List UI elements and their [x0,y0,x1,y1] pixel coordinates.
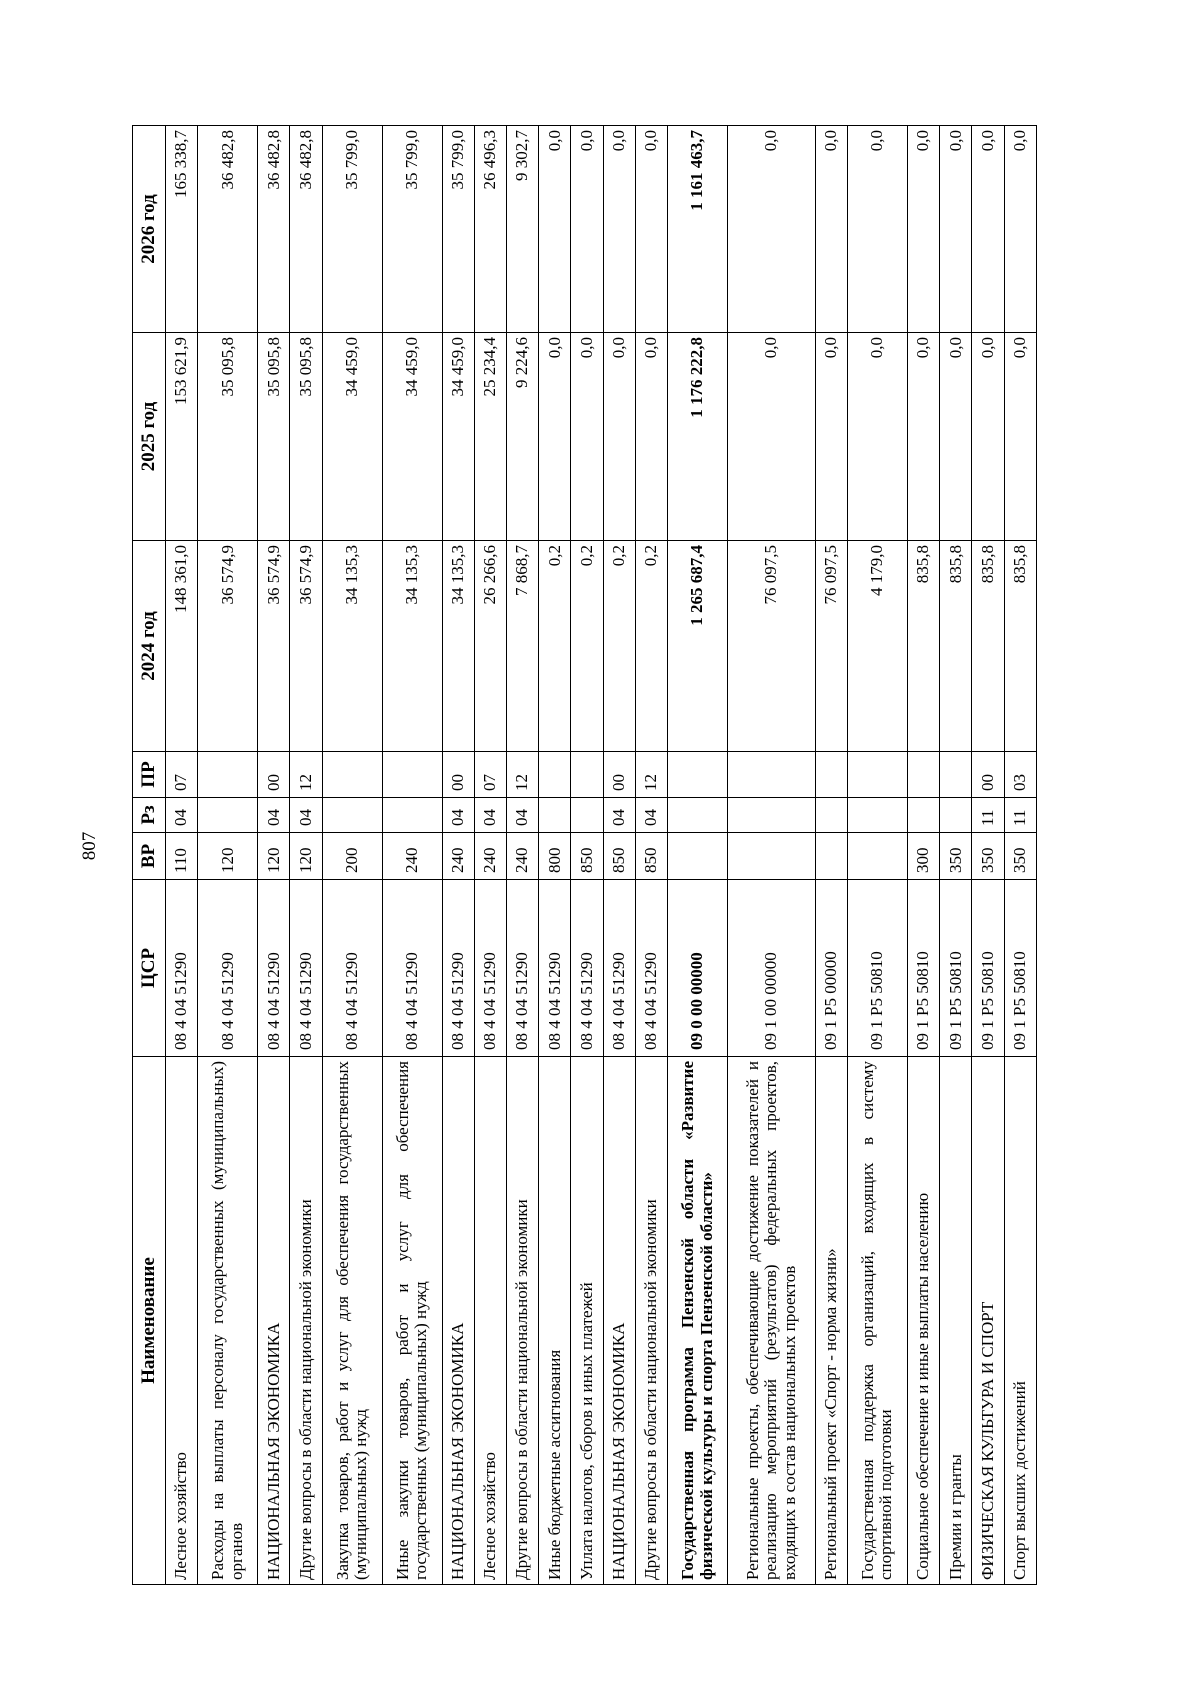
table-row [1004,126,1036,1585]
cell-name: НАЦИОНАЛЬНАЯ ЭКОНОМИКА [258,1057,290,1585]
cell-vr: 350 [972,833,1004,880]
cell-2026: 35 799,0 [322,126,382,333]
cell-name: Расходы на выплаты персоналу государственных (муниципальных) органов [198,1057,258,1585]
cell-rz: 04 [290,798,322,833]
cell-vr: 850 [603,833,635,880]
header-pr: ПР [133,752,166,798]
cell-csr: 08 4 04 51290 [635,880,667,1057]
cell-2024: 0,2 [571,541,603,752]
cell-csr: 08 4 04 51290 [474,880,506,1057]
cell-2026: 0,0 [907,126,939,333]
cell-2026: 36 482,8 [198,126,258,333]
cell-2024: 1 265 687,4 [668,541,728,752]
cell-name: Социальное обеспечение и иные выплаты населению [907,1057,939,1585]
cell-pr: 07 [474,752,506,798]
cell-name: Государственная программа Пензенской области «Развитие физической культуры и спорта Пензенской области» [668,1057,728,1585]
table-row [474,126,506,1585]
cell-2026: 36 482,8 [290,126,322,333]
cell-pr [198,752,258,798]
cell-csr: 09 0 00 00000 [668,880,728,1057]
cell-rz [728,798,816,833]
cell-2026: 0,0 [940,126,972,333]
cell-2024: 36 574,9 [290,541,322,752]
cell-pr [382,752,442,798]
cell-2026: 0,0 [603,126,635,333]
cell-pr [940,752,972,798]
cell-vr [728,833,816,880]
cell-2024: 7 868,7 [506,541,538,752]
cell-2025: 0,0 [571,333,603,541]
cell-2026: 35 799,0 [442,126,474,333]
cell-rz: 04 [603,798,635,833]
table-row [322,126,382,1585]
cell-2024: 34 135,3 [322,541,382,752]
table-row [728,126,816,1585]
cell-2025: 34 459,0 [322,333,382,541]
table-row [847,126,907,1585]
cell-rz [815,798,847,833]
cell-vr: 800 [539,833,571,880]
cell-2024: 36 574,9 [198,541,258,752]
cell-vr: 120 [258,833,290,880]
table-row [539,126,571,1585]
cell-name: Региональный проект «Спорт - норма жизни» [815,1057,847,1585]
cell-name: Региональные проекты, обеспечивающие достижение показателей и реализацию мероприятий (результатов) федеральных проектов, входящих в состав национальных проектов [728,1057,816,1585]
cell-csr: 08 4 04 51290 [539,880,571,1057]
cell-rz [847,798,907,833]
cell-name: НАЦИОНАЛЬНАЯ ЭКОНОМИКА [442,1057,474,1585]
cell-2026: 165 338,7 [166,126,198,333]
cell-csr: 09 1 P5 50810 [1004,880,1036,1057]
cell-rz [571,798,603,833]
cell-name: Лесное хозяйство [166,1057,198,1585]
cell-rz [198,798,258,833]
cell-name: Другие вопросы в области национальной экономики [635,1057,667,1585]
cell-2025: 0,0 [940,333,972,541]
cell-2026: 26 496,3 [474,126,506,333]
cell-2025: 25 234,4 [474,333,506,541]
cell-pr [322,752,382,798]
table-row [907,126,939,1585]
table-row [940,126,972,1585]
cell-vr [815,833,847,880]
cell-pr [571,752,603,798]
cell-2025: 35 095,8 [198,333,258,541]
cell-2024: 0,2 [603,541,635,752]
cell-2025: 0,0 [728,333,816,541]
cell-pr: 03 [1004,752,1036,798]
cell-name: Лесное хозяйство [474,1057,506,1585]
cell-pr: 12 [290,752,322,798]
cell-2025: 1 176 222,8 [668,333,728,541]
cell-rz: 11 [972,798,1004,833]
header-name: Наименование [133,1057,166,1585]
cell-vr: 850 [571,833,603,880]
cell-csr: 09 1 P5 00000 [815,880,847,1057]
cell-2025: 9 224,6 [506,333,538,541]
cell-2025: 35 095,8 [290,333,322,541]
cell-csr: 08 4 04 51290 [506,880,538,1057]
cell-vr: 300 [907,833,939,880]
cell-2026: 36 482,8 [258,126,290,333]
cell-rz [539,798,571,833]
header-2026: 2026 год [133,126,166,333]
table-row [815,126,847,1585]
table-header-row [133,126,166,1585]
cell-csr: 08 4 04 51290 [166,880,198,1057]
cell-2025: 34 459,0 [382,333,442,541]
cell-csr: 08 4 04 51290 [571,880,603,1057]
rotated-table-container [132,126,1037,1585]
cell-2024: 0,2 [635,541,667,752]
cell-name: НАЦИОНАЛЬНАЯ ЭКОНОМИКА [603,1057,635,1585]
cell-2024: 835,8 [1004,541,1036,752]
cell-csr: 08 4 04 51290 [442,880,474,1057]
cell-2026: 0,0 [539,126,571,333]
header-2025: 2025 год [133,333,166,541]
cell-2025: 0,0 [815,333,847,541]
cell-name: Другие вопросы в области национальной экономики [506,1057,538,1585]
cell-vr: 120 [290,833,322,880]
cell-vr: 240 [506,833,538,880]
cell-pr [728,752,816,798]
cell-vr: 120 [198,833,258,880]
cell-csr: 09 1 00 00000 [728,880,816,1057]
cell-csr: 09 1 P5 50810 [907,880,939,1057]
cell-name: Уплата налогов, сборов и иных платежей [571,1057,603,1585]
cell-csr: 09 1 P5 50810 [940,880,972,1057]
cell-2024: 76 097,5 [815,541,847,752]
cell-2026: 0,0 [1004,126,1036,333]
cell-vr: 110 [166,833,198,880]
cell-rz [940,798,972,833]
cell-name: Спорт высших достижений [1004,1057,1036,1585]
cell-2024: 835,8 [972,541,1004,752]
table-row [571,126,603,1585]
table-row [603,126,635,1585]
cell-vr [847,833,907,880]
cell-2025: 34 459,0 [442,333,474,541]
cell-csr: 08 4 04 51290 [603,880,635,1057]
cell-2024: 835,8 [940,541,972,752]
cell-vr: 350 [1004,833,1036,880]
table-row [290,126,322,1585]
table-row [382,126,442,1585]
cell-rz: 04 [442,798,474,833]
cell-2026: 0,0 [728,126,816,333]
cell-rz [322,798,382,833]
cell-csr: 08 4 04 51290 [290,880,322,1057]
header-2024: 2024 год [133,541,166,752]
page-number: 807 [79,831,100,861]
cell-rz: 04 [635,798,667,833]
cell-2025: 35 095,8 [258,333,290,541]
cell-rz: 11 [1004,798,1036,833]
cell-rz [668,798,728,833]
cell-2024: 34 135,3 [442,541,474,752]
header-csr: ЦСР [133,880,166,1057]
cell-2025: 0,0 [603,333,635,541]
cell-csr: 09 1 P5 50810 [972,880,1004,1057]
cell-2026: 0,0 [815,126,847,333]
cell-name: Закупка товаров, работ и услуг для обеспечения государственных (муниципальных) нужд [322,1057,382,1585]
cell-pr: 12 [635,752,667,798]
cell-csr: 09 1 P5 50810 [847,880,907,1057]
cell-rz [382,798,442,833]
table-row [258,126,290,1585]
cell-2026: 0,0 [847,126,907,333]
cell-2024: 835,8 [907,541,939,752]
header-rz: Рз [133,798,166,833]
cell-rz: 04 [506,798,538,833]
cell-vr: 850 [635,833,667,880]
cell-2025: 0,0 [635,333,667,541]
cell-rz [907,798,939,833]
cell-pr [668,752,728,798]
cell-2025: 0,0 [847,333,907,541]
cell-2025: 0,0 [907,333,939,541]
cell-2024: 76 097,5 [728,541,816,752]
cell-pr: 00 [442,752,474,798]
cell-2026: 9 302,7 [506,126,538,333]
budget-table [132,125,1037,1585]
cell-name: Премии и гранты [940,1057,972,1585]
cell-2025: 0,0 [539,333,571,541]
cell-pr: 00 [258,752,290,798]
cell-name: Другие вопросы в области национальной экономики [290,1057,322,1585]
cell-csr: 08 4 04 51290 [258,880,290,1057]
table-row [506,126,538,1585]
cell-pr [907,752,939,798]
cell-pr: 07 [166,752,198,798]
cell-pr: 12 [506,752,538,798]
cell-2026: 1 161 463,7 [668,126,728,333]
cell-vr: 240 [442,833,474,880]
cell-vr [668,833,728,880]
cell-2025: 0,0 [1004,333,1036,541]
cell-vr: 200 [322,833,382,880]
cell-csr: 08 4 04 51290 [382,880,442,1057]
cell-rz: 04 [474,798,506,833]
cell-csr: 08 4 04 51290 [322,880,382,1057]
cell-rz: 04 [258,798,290,833]
cell-2024: 34 135,3 [382,541,442,752]
cell-pr: 00 [972,752,1004,798]
table-row [198,126,258,1585]
cell-vr: 240 [382,833,442,880]
cell-2026: 0,0 [571,126,603,333]
cell-2026: 35 799,0 [382,126,442,333]
cell-2025: 0,0 [972,333,1004,541]
cell-2024: 0,2 [539,541,571,752]
cell-2026: 0,0 [635,126,667,333]
cell-pr [847,752,907,798]
cell-pr [539,752,571,798]
table-row [972,126,1004,1585]
cell-pr: 00 [603,752,635,798]
cell-csr: 08 4 04 51290 [198,880,258,1057]
table-row [442,126,474,1585]
table-row [166,126,198,1585]
cell-2024: 4 179,0 [847,541,907,752]
cell-name: Иные закупки товаров, работ и услуг для обеспечения государственных (муниципальных) нужд [382,1057,442,1585]
cell-vr: 240 [474,833,506,880]
cell-name: ФИЗИЧЕСКАЯ КУЛЬТУРА И СПОРТ [972,1057,1004,1585]
cell-name: Иные бюджетные ассигнования [539,1057,571,1585]
cell-2024: 148 361,0 [166,541,198,752]
cell-2024: 36 574,9 [258,541,290,752]
cell-2026: 0,0 [972,126,1004,333]
cell-rz: 04 [166,798,198,833]
cell-name: Государственная поддержка организаций, входящих в систему спортивной подготовки [847,1057,907,1585]
table-row [668,126,728,1585]
table-row [635,126,667,1585]
cell-2024: 26 266,6 [474,541,506,752]
header-vr: ВР [133,833,166,880]
cell-2025: 153 621,9 [166,333,198,541]
cell-vr: 350 [940,833,972,880]
cell-pr [815,752,847,798]
